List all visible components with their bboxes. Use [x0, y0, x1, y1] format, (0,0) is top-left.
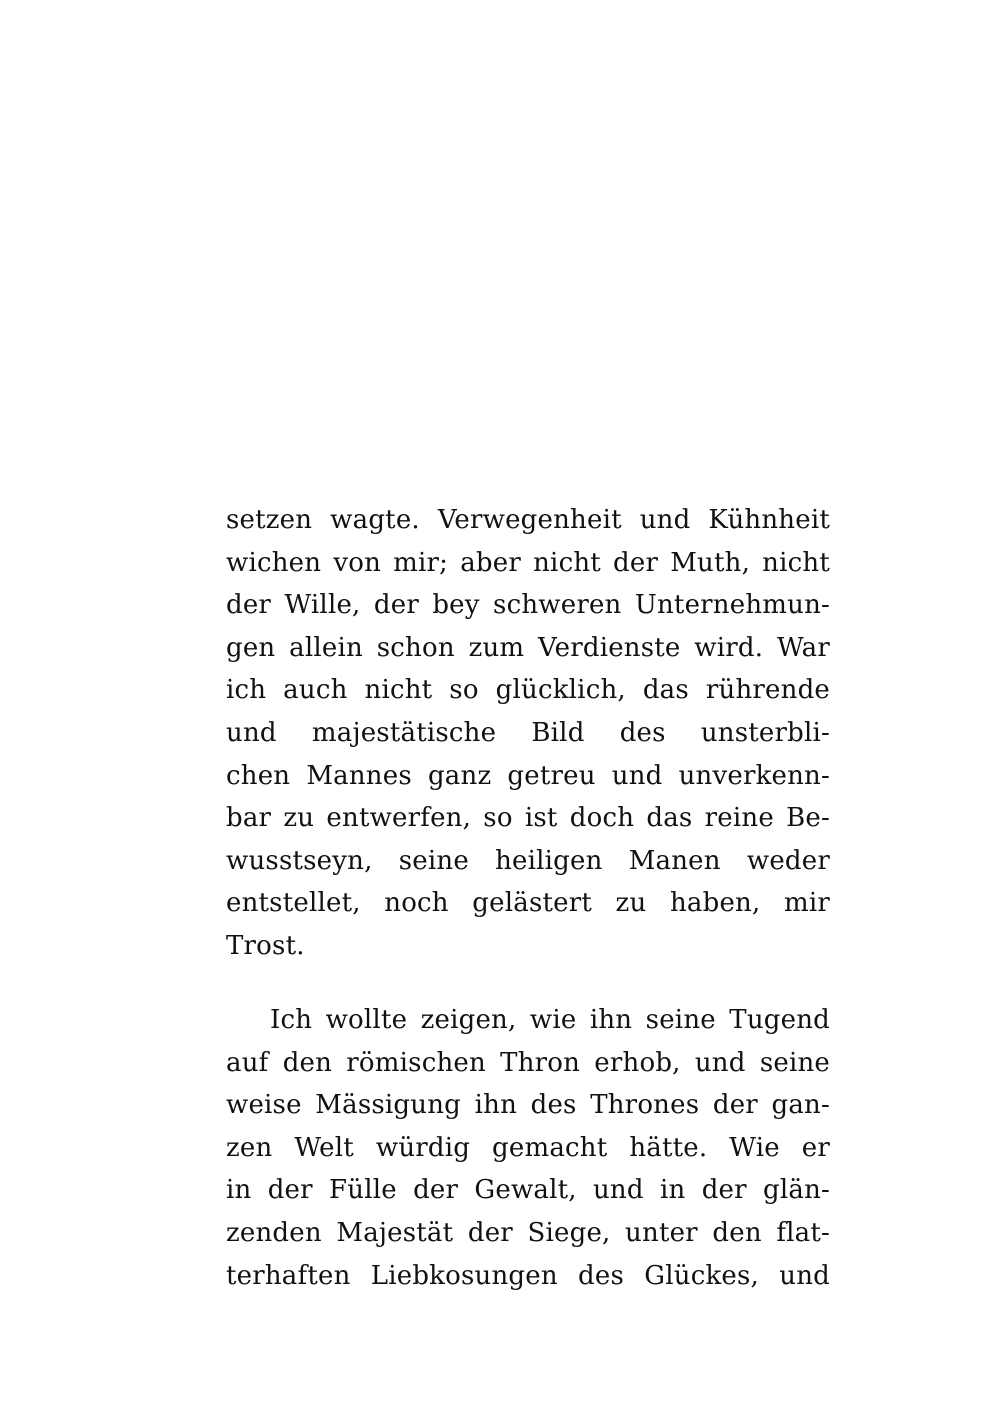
text-line: in der Fülle der Gewalt, und in der glän- [226, 1175, 830, 1206]
text-line: ich auch nicht so glücklich, das rührende [226, 675, 830, 706]
text-line: der Wille, der bey schweren Unternehmun- [226, 590, 830, 621]
text-line: setzen wagte. Verwegenheit und Kühnheit [226, 505, 830, 535]
paragraph-1 [226, 499, 830, 968]
text-line: auf den römischen Thron erhob, und seine [226, 1047, 830, 1078]
paragraph-2 [226, 999, 830, 1297]
text-line: weise Mässigung ihn des Thrones der gan- [226, 1090, 830, 1121]
text-line: zen Welt würdig gemacht hätte. Wie er [226, 1132, 830, 1163]
text-line: terhaften Liebkosungen des Glückes, und [226, 1260, 830, 1291]
text-line: Trost. [226, 930, 305, 961]
text-line: bar zu entwerfen, so ist doch das reine Be- [226, 803, 830, 834]
text-line: und majestätische Bild des unsterbli- [226, 717, 830, 748]
text-line: wichen von mir; aber nicht der Muth, nicht [226, 547, 830, 578]
text-line: zenden Majestät der Siege, unter den flat- [226, 1217, 830, 1248]
text-line: chen Mannes ganz getreu und unverkenn- [226, 760, 830, 791]
text-line: gen allein schon zum Verdienste wird. War [226, 632, 830, 663]
text-line: Ich wollte zeigen, wie ihn seine Tugend [270, 1005, 830, 1035]
text-line: entstellet, noch gelästert zu haben, mir [226, 888, 830, 919]
text-line: wusstseyn, seine heiligen Manen weder [226, 845, 830, 876]
